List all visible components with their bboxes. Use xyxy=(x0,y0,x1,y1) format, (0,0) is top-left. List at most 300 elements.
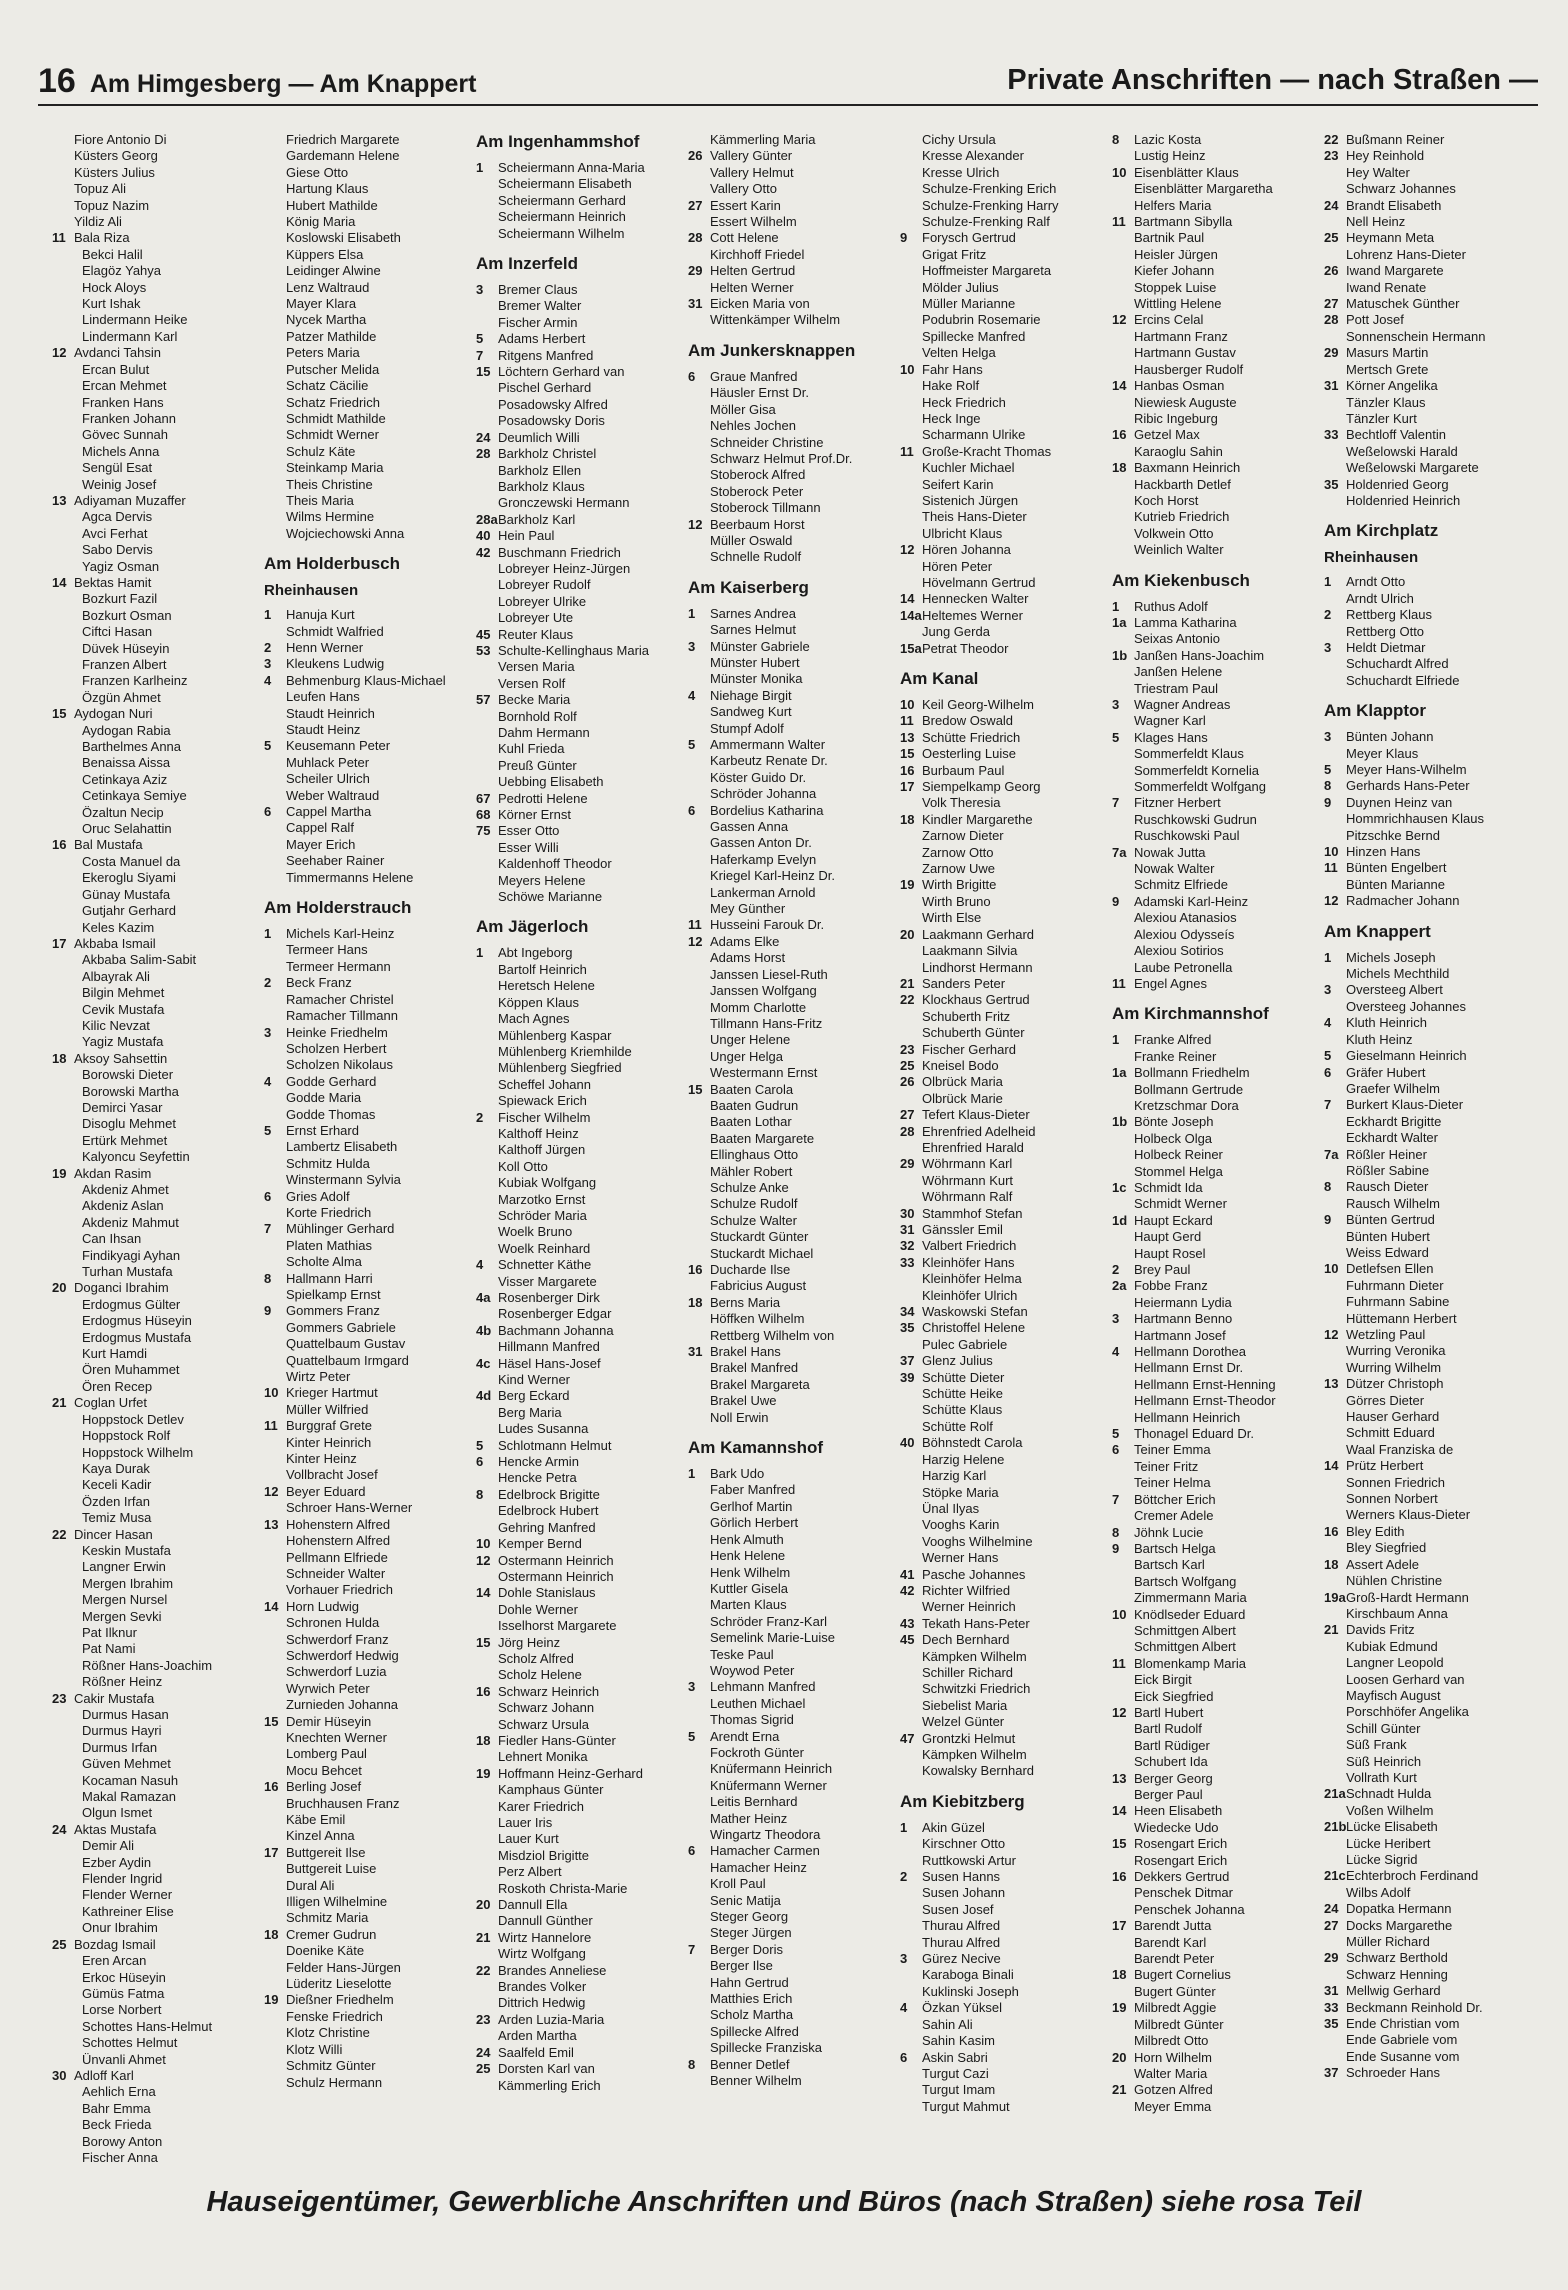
resident-name: Demir Hüseyin xyxy=(286,1713,372,1729)
resident-entry xyxy=(1112,1607,1324,1623)
resident-entry xyxy=(688,247,900,263)
resident-entry xyxy=(688,1794,900,1810)
resident-entry xyxy=(264,1943,476,1959)
resident-name: Henk Wilhelm xyxy=(710,1564,791,1580)
resident-entry xyxy=(1112,247,1324,263)
resident-entry xyxy=(1324,1425,1536,1441)
resident-name: Vallery Helmut xyxy=(710,164,794,180)
resident-name: Teiner Emma xyxy=(1134,1442,1211,1458)
resident-name: Adams Horst xyxy=(710,950,786,966)
resident-name: Lazic Kosta xyxy=(1134,132,1202,147)
resident-name: Schwarz Johannes xyxy=(1346,181,1456,197)
resident-name: Muhlack Peter xyxy=(286,754,370,770)
resident-name: Schröder Franz-Karl xyxy=(710,1613,828,1629)
resident-name: Kriegel Karl-Heinz Dr. xyxy=(710,868,835,884)
resident-name: Kirschbaum Anna xyxy=(1346,1605,1448,1621)
resident-name: Hoffmann Heinz-Gerhard xyxy=(498,1765,643,1781)
resident-name: Oesterling Luise xyxy=(922,746,1016,762)
resident-name: Baaten Gudrun xyxy=(710,1097,799,1113)
resident-name: Bektas Hamit xyxy=(74,574,152,590)
resident-name: Özden Irfan xyxy=(82,1493,150,1509)
house-number: 1 xyxy=(476,945,484,961)
resident-name: Schwarz Henning xyxy=(1346,1966,1448,1982)
house-number: 57 xyxy=(476,692,491,708)
resident-entry xyxy=(264,1123,476,1139)
house-number: 22 xyxy=(900,992,915,1008)
resident-name: Leidinger Alwine xyxy=(286,263,381,279)
resident-name: Rößner Heinz xyxy=(82,1674,163,1690)
resident-name: Beerbaum Horst xyxy=(710,516,805,532)
resident-name: Ehrenfried Adelheid xyxy=(922,1123,1036,1139)
resident-entry xyxy=(52,854,264,870)
resident-entry xyxy=(1324,795,1536,811)
resident-entry xyxy=(476,1536,688,1552)
resident-name: Mühlenberg Siegfried xyxy=(498,1060,622,1076)
resident-entry xyxy=(476,1142,688,1158)
resident-entry xyxy=(688,418,900,434)
resident-name: Spillecke Manfred xyxy=(922,328,1026,344)
house-number: 26 xyxy=(688,148,703,164)
resident-name: Rosengart Erich xyxy=(1134,1836,1228,1852)
resident-name: Quattelbaum Irmgard xyxy=(286,1352,409,1368)
resident-name: Turhan Mustafa xyxy=(82,1264,173,1280)
house-number: 14 xyxy=(1324,1458,1339,1474)
resident-name: Lauer Kurt xyxy=(498,1831,559,1847)
resident-entry xyxy=(52,1543,264,1559)
resident-name: Hamacher Carmen xyxy=(710,1843,820,1859)
resident-name: Schlotmann Helmut xyxy=(498,1437,612,1453)
house-number: 7 xyxy=(1324,1097,1332,1113)
house-number: 67 xyxy=(476,790,491,806)
resident-entry xyxy=(1112,1262,1324,1278)
resident-name: Scholz Helene xyxy=(498,1667,582,1683)
house-number: 23 xyxy=(900,1041,915,1057)
resident-entry xyxy=(476,2061,688,2077)
resident-name: Haupt Rosel xyxy=(1134,1245,1206,1261)
house-number: 12 xyxy=(476,1552,491,1568)
resident-entry xyxy=(476,1470,688,1486)
resident-entry xyxy=(1324,1770,1536,1786)
resident-name: Lomberg Paul xyxy=(286,1746,367,1762)
resident-entry xyxy=(900,1583,1112,1599)
resident-entry xyxy=(688,688,900,704)
resident-name: Heen Elisabeth xyxy=(1134,1803,1223,1819)
resident-entry xyxy=(264,2009,476,2025)
resident-name: Winstermann Sylvia xyxy=(286,1172,401,1188)
resident-entry xyxy=(52,1937,264,1953)
resident-entry xyxy=(1324,444,1536,460)
resident-name: Stumpf Adolf xyxy=(710,720,784,736)
resident-entry xyxy=(52,969,264,985)
resident-entry xyxy=(900,779,1112,795)
resident-entry xyxy=(264,942,476,958)
resident-entry xyxy=(900,1058,1112,1074)
resident-name: Wirtz Peter xyxy=(286,1369,351,1385)
house-number: 1a xyxy=(1112,1065,1127,1081)
resident-name: Kämpken Wilhelm xyxy=(922,1648,1027,1664)
house-number: 33 xyxy=(1324,427,1339,443)
resident-name: Olgun Ismet xyxy=(82,1805,153,1821)
resident-entry xyxy=(52,444,264,460)
resident-entry xyxy=(52,1002,264,1018)
resident-entry xyxy=(52,920,264,936)
house-number: 8 xyxy=(476,1486,484,1502)
resident-name: Lorse Norbert xyxy=(82,2002,162,2018)
resident-name: Theis Maria xyxy=(286,492,354,508)
resident-name: Gardemann Helene xyxy=(286,148,400,164)
resident-name: Schuchardt Elfriede xyxy=(1346,672,1460,688)
resident-entry xyxy=(1112,1082,1324,1098)
resident-name: Kalthoff Jürgen xyxy=(498,1142,586,1158)
resident-name: Hinzen Hans xyxy=(1346,844,1421,860)
resident-name: Scheiler Ulrich xyxy=(286,771,370,787)
resident-entry xyxy=(264,1402,476,1418)
resident-entry xyxy=(1112,427,1324,443)
house-number: 25 xyxy=(476,2061,491,2077)
resident-entry xyxy=(1324,1163,1536,1179)
resident-entry xyxy=(476,1421,688,1437)
resident-entry xyxy=(688,533,900,549)
resident-entry xyxy=(264,247,476,263)
resident-name: Scheiermann Elisabeth xyxy=(498,176,632,192)
resident-entry xyxy=(900,1353,1112,1369)
resident-name: Franke Alfred xyxy=(1134,1032,1212,1048)
resident-entry xyxy=(52,1018,264,1034)
house-number: 9 xyxy=(1324,1212,1332,1228)
resident-name: Vooghs Karin xyxy=(922,1517,1000,1533)
resident-name: Meyer Klaus xyxy=(1346,745,1419,761)
resident-name: Ramacher Tillmann xyxy=(286,1008,398,1024)
resident-entry xyxy=(264,2042,476,2058)
resident-name: Posadowsky Alfred xyxy=(498,396,608,412)
resident-entry xyxy=(1324,1786,1536,1802)
resident-name: Schmidt Werner xyxy=(1134,1196,1227,1212)
resident-entry xyxy=(1112,132,1324,148)
resident-name: Nehles Jochen xyxy=(710,418,796,434)
resident-entry xyxy=(1324,624,1536,640)
resident-name: Eckhardt Walter xyxy=(1346,1130,1438,1146)
house-number: 6 xyxy=(1324,1064,1332,1080)
resident-name: Hanbas Osman xyxy=(1134,378,1225,394)
resident-name: Niehage Birgit xyxy=(710,687,792,703)
resident-entry xyxy=(264,1746,476,1762)
resident-name: Gerhards Hans-Peter xyxy=(1346,778,1470,794)
resident-name: Sonnen Norbert xyxy=(1346,1491,1438,1507)
house-number: 23 xyxy=(1324,148,1339,164)
resident-entry xyxy=(264,1976,476,1992)
resident-entry xyxy=(900,1550,1112,1566)
resident-name: Eckhardt Brigitte xyxy=(1346,1113,1442,1129)
resident-entry xyxy=(900,362,1112,378)
resident-entry xyxy=(52,1559,264,1575)
resident-entry xyxy=(52,1494,264,1510)
resident-name: Hövelmann Gertrud xyxy=(922,574,1036,590)
resident-name: Bahr Emma xyxy=(82,2100,151,2116)
resident-entry xyxy=(900,746,1112,762)
resident-name: Thurau Alfred xyxy=(922,1918,1001,1934)
resident-entry xyxy=(1112,198,1324,214)
resident-entry xyxy=(688,770,900,786)
resident-name: Platen Mathias xyxy=(286,1237,372,1253)
resident-entry xyxy=(688,1761,900,1777)
resident-entry xyxy=(1324,893,1536,909)
house-number: 3 xyxy=(688,1679,696,1695)
resident-entry xyxy=(1324,460,1536,476)
resident-entry xyxy=(476,176,688,192)
resident-name: Borowski Dieter xyxy=(82,1067,174,1083)
resident-name: Schulze Walter xyxy=(710,1212,797,1228)
resident-entry xyxy=(688,1278,900,1294)
resident-entry xyxy=(1324,729,1536,745)
house-number: 4d xyxy=(476,1388,492,1404)
house-number: 25 xyxy=(1324,230,1339,246)
house-number: 13 xyxy=(1112,1770,1127,1786)
resident-entry xyxy=(264,2058,476,2074)
resident-name: Hartung Klaus xyxy=(286,181,369,197)
resident-entry xyxy=(52,411,264,427)
resident-name: Bremer Claus xyxy=(498,282,578,298)
resident-name: Süß Frank xyxy=(1346,1737,1407,1753)
resident-name: Kleinhöfer Hans xyxy=(922,1254,1015,1270)
directory-column xyxy=(1324,132,1536,2162)
resident-name: Langner Erwin xyxy=(82,1559,166,1575)
resident-entry xyxy=(1324,1655,1536,1671)
street-heading: Am Kaiserberg xyxy=(688,577,809,597)
house-number: 5 xyxy=(1324,1048,1332,1064)
resident-name: Erkoc Hüseyin xyxy=(82,1969,166,1985)
resident-name: Bartsch Wolfgang xyxy=(1134,1573,1237,1589)
resident-entry xyxy=(264,1074,476,1090)
resident-name: Schneider Christine xyxy=(710,434,824,450)
resident-entry xyxy=(1112,845,1324,861)
resident-name: Mergen Ibrahim xyxy=(82,1575,174,1591)
resident-entry xyxy=(264,804,476,820)
resident-entry xyxy=(1112,1951,1324,1967)
resident-name: Große-Kracht Thomas xyxy=(922,443,1052,459)
resident-name: Perz Albert xyxy=(498,1864,562,1880)
resident-name: Faber Manfred xyxy=(710,1482,796,1498)
resident-entry xyxy=(52,1658,264,1674)
resident-entry xyxy=(688,1991,900,2007)
house-number: 7 xyxy=(264,1221,272,1237)
house-number: 10 xyxy=(1112,1606,1127,1622)
resident-name: Yagiz Mustafa xyxy=(82,1034,164,1050)
resident-name: Podubrin Rosemarie xyxy=(922,312,1041,328)
resident-entry xyxy=(1112,1213,1324,1229)
resident-name: Brakel Margareta xyxy=(710,1376,810,1392)
resident-name: Hein Paul xyxy=(498,528,555,544)
resident-name: Unger Helga xyxy=(710,1048,783,1064)
resident-name: Adams Elke xyxy=(710,933,780,949)
house-number: 11 xyxy=(264,1418,278,1434)
resident-name: Arden Luzia-Maria xyxy=(498,2011,605,2027)
resident-entry xyxy=(900,1951,1112,1967)
house-number: 6 xyxy=(476,1454,484,1470)
resident-name: Cremer Adele xyxy=(1134,1508,1214,1524)
resident-entry xyxy=(52,509,264,525)
resident-name: Laakmann Silvia xyxy=(922,943,1018,959)
resident-name: Reuter Klaus xyxy=(498,626,574,642)
resident-name: Cichy Ursula xyxy=(922,132,996,147)
resident-entry xyxy=(52,526,264,542)
district-heading: Rheinhausen xyxy=(264,582,359,600)
resident-name: Valbert Friedrich xyxy=(922,1238,1017,1254)
street-heading: Am Junkersknappen xyxy=(688,340,856,360)
resident-entry xyxy=(1112,214,1324,230)
resident-name: Versen Rolf xyxy=(498,675,566,691)
resident-name: Akdeniz Mahmut xyxy=(82,1214,179,1230)
resident-entry xyxy=(1324,1590,1536,1606)
resident-name: Bugert Günter xyxy=(1134,1983,1216,1999)
resident-name: Vollbracht Josef xyxy=(286,1467,378,1483)
resident-name: Ellinghaus Otto xyxy=(710,1147,799,1163)
resident-name: Schöwe Marianne xyxy=(498,889,603,905)
resident-name: Wöhrmann Ralf xyxy=(922,1189,1013,1205)
resident-entry xyxy=(264,362,476,378)
resident-entry xyxy=(1324,1803,1536,1819)
resident-name: Uebbing Elisabeth xyxy=(498,774,604,790)
resident-name: Rosengart Erich xyxy=(1134,1852,1228,1868)
resident-name: Keceli Kadir xyxy=(82,1477,152,1493)
resident-name: Siebelist Maria xyxy=(922,1697,1008,1713)
resident-name: Spielkamp Ernst xyxy=(286,1287,381,1302)
resident-name: Dincer Hasan xyxy=(74,1526,153,1542)
house-number: 31 xyxy=(1324,378,1339,394)
resident-entry xyxy=(1112,1311,1324,1327)
resident-entry xyxy=(1112,263,1324,279)
house-number: 5 xyxy=(688,1728,696,1744)
resident-name: Möller Gisa xyxy=(710,401,776,417)
resident-entry xyxy=(52,1116,264,1132)
resident-name: Schnelle Rudolf xyxy=(710,549,802,565)
resident-name: Mertsch Grete xyxy=(1346,361,1429,377)
resident-name: Kleukens Ludwig xyxy=(286,656,385,672)
resident-name: Sistenich Jürgen xyxy=(922,492,1019,508)
house-number: 13 xyxy=(52,492,67,508)
resident-name: Essert Wilhelm xyxy=(710,214,797,230)
resident-name: Münster Monika xyxy=(710,671,803,687)
resident-entry xyxy=(1112,1098,1324,1114)
resident-name: Schmitz Maria xyxy=(286,1910,369,1926)
resident-entry xyxy=(1324,1983,1536,1999)
resident-name: Docks Margarethe xyxy=(1346,1917,1453,1933)
resident-entry xyxy=(1324,1901,1536,1917)
resident-name: Susen Hanns xyxy=(922,1869,1001,1885)
resident-entry xyxy=(688,671,900,687)
resident-name: Helfers Maria xyxy=(1134,197,1212,213)
resident-name: Makal Ramazan xyxy=(82,1789,176,1805)
resident-name: Leufen Hans xyxy=(286,689,360,705)
resident-entry xyxy=(52,1379,264,1395)
resident-name: Ernst Erhard xyxy=(286,1122,359,1138)
resident-entry xyxy=(476,856,688,872)
resident-name: Schuberth Fritz xyxy=(922,1008,1011,1024)
resident-entry xyxy=(52,837,264,853)
resident-entry xyxy=(476,1208,688,1224)
resident-name: Gräfer Hubert xyxy=(1346,1064,1426,1080)
resident-entry xyxy=(1324,1868,1536,1884)
resident-entry xyxy=(900,132,1112,148)
house-number: 4b xyxy=(476,1322,492,1338)
resident-entry xyxy=(476,1339,688,1355)
resident-entry xyxy=(1112,1442,1324,1458)
resident-name: Knüfermann Werner xyxy=(710,1777,827,1793)
resident-name: Harzig Helene xyxy=(922,1451,1005,1467)
resident-entry xyxy=(476,1782,688,1798)
house-number: 10 xyxy=(1324,844,1339,860)
resident-entry xyxy=(476,1913,688,1929)
resident-entry xyxy=(52,477,264,493)
resident-entry xyxy=(900,1140,1112,1156)
resident-entry xyxy=(264,198,476,214)
house-number: 5 xyxy=(1112,729,1120,745)
resident-entry xyxy=(52,1231,264,1247)
resident-name: Rosenberger Dirk xyxy=(498,1290,600,1305)
resident-name: Bartl Rudolf xyxy=(1134,1721,1202,1737)
resident-entry xyxy=(900,444,1112,460)
resident-name: Bugert Cornelius xyxy=(1134,1967,1231,1983)
resident-name: Masurs Martin xyxy=(1346,345,1429,361)
resident-entry xyxy=(688,1647,900,1663)
resident-name: Wingartz Theodora xyxy=(710,1827,821,1842)
resident-entry xyxy=(900,559,1112,575)
resident-entry xyxy=(476,1454,688,1470)
house-number: 2 xyxy=(1112,1262,1120,1277)
resident-entry xyxy=(264,1599,476,1615)
resident-name: Sahin Ali xyxy=(922,2016,973,2032)
resident-name: Penschek Ditmar xyxy=(1134,1885,1233,1901)
resident-entry xyxy=(688,934,900,950)
resident-entry xyxy=(900,2000,1112,2016)
resident-name: Sommerfeldt Klaus xyxy=(1134,746,1244,762)
resident-name: Keskin Mustafa xyxy=(82,1542,171,1558)
resident-entry xyxy=(52,378,264,394)
house-number: 37 xyxy=(900,1353,915,1369)
house-number: 8 xyxy=(1324,1179,1332,1195)
house-number: 14 xyxy=(900,591,915,607)
resident-entry xyxy=(52,1756,264,1772)
resident-name: Fuhrmann Dieter xyxy=(1346,1277,1444,1293)
resident-name: Kalyoncu Seyfettin xyxy=(82,1149,190,1165)
resident-entry xyxy=(900,509,1112,525)
resident-entry xyxy=(476,1372,688,1388)
resident-name: Brandes Anneliese xyxy=(498,1962,607,1978)
resident-name: Graefer Wilhelm xyxy=(1346,1080,1440,1096)
resident-entry xyxy=(900,1320,1112,1336)
resident-entry xyxy=(264,975,476,991)
resident-name: Scheffel Johann xyxy=(498,1076,591,1092)
resident-name: Stuckardt Michael xyxy=(710,1245,814,1261)
house-number: 19 xyxy=(1112,2000,1127,2016)
resident-name: Özaltun Necip xyxy=(82,804,164,820)
header-left xyxy=(38,62,476,101)
street-heading: Am Jägerloch xyxy=(476,917,589,937)
house-number: 18 xyxy=(476,1732,491,1748)
resident-entry xyxy=(900,1665,1112,1681)
resident-entry xyxy=(900,1124,1112,1140)
house-number: 7a xyxy=(1324,1146,1339,1162)
resident-name: Waskowski Stefan xyxy=(922,1304,1028,1320)
resident-entry xyxy=(1112,1869,1324,1885)
resident-name: Fahr Hans xyxy=(922,361,983,377)
resident-entry xyxy=(264,1960,476,1976)
resident-entry xyxy=(900,1238,1112,1254)
resident-entry xyxy=(476,978,688,994)
resident-name: Koll Otto xyxy=(498,1158,548,1174)
house-number: 19 xyxy=(264,1992,279,2008)
resident-entry xyxy=(1324,1606,1536,1622)
house-number: 4c xyxy=(476,1355,491,1371)
